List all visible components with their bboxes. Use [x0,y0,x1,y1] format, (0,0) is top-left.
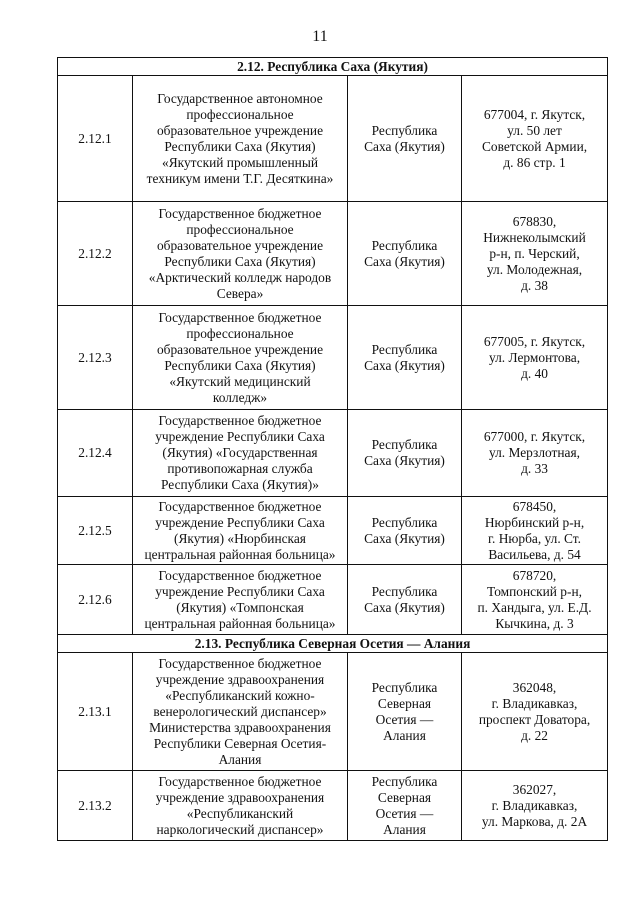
institution-address-line: 677004, г. Якутск, [483,106,586,122]
row-number: 2.13.1 [58,653,133,771]
region-name-line: Республика [371,122,438,138]
region-name-line: Саха (Якутия) [364,530,445,546]
region-name [348,565,462,635]
row-number: 2.12.1 [58,76,133,202]
institution-name-line: Алания [218,751,262,767]
institution-address-line: 678830, [512,213,557,229]
institution-address-line: 362027, [512,781,557,797]
institution-name-line: «Арктический колледж народов [148,269,332,285]
institution-name-line: профессиональное [186,106,294,122]
institution-name-line: колледж» [212,389,268,405]
institution-name-line: Государственное бюджетное [158,205,322,221]
table-row [58,497,608,565]
row-number: 2.13.2 [58,771,133,841]
region-name-line: Республика [371,237,438,253]
institution-address-line: д. 86 стр. 1 [503,154,566,170]
region-name-line: Саха (Якутия) [364,138,445,154]
institution-name-line: «Якутский промышленный [162,154,318,170]
region-name-line: Северная [377,789,432,805]
row-number: 2.12.6 [58,565,133,635]
institution-name-line: профессиональное [186,221,294,237]
region-name-line: Осетия — [375,711,434,727]
institutions-table [57,57,608,841]
row-number: 2.12.5 [58,497,133,565]
institution-name [133,202,348,306]
region-name [348,410,462,497]
institution-name-line: техникум имени Т.Г. Десяткина» [146,170,334,186]
region-name-line: Республика [371,679,438,695]
region-name-line: Республика [371,341,438,357]
table-row [58,202,608,306]
region-name-line: Алания [383,821,426,837]
institution-address [462,410,608,497]
institution-address-line: Советской Армии, [481,138,588,154]
institution-name [133,410,348,497]
institution-address-line: г. Владикавказ, [491,695,578,711]
institution-address-line: р-н, п. Черский, [489,245,580,261]
institution-name-line: Республики Северная Осетия- [153,735,327,751]
institution-address-line: д. 22 [521,727,548,743]
row-number: 2.12.4 [58,410,133,497]
table-row [58,653,608,771]
institution-name-line: Государственное бюджетное [158,655,322,671]
institution-name-line: Государственное бюджетное [158,773,322,789]
institution-address-line: д. 33 [521,461,548,476]
institution-name-line: Государственное бюджетное [158,413,322,428]
institution-address-line: Нюрбинский р-н, [484,514,585,530]
page-number: 11 [312,28,328,45]
institution-name-line: Государственное бюджетное [158,309,322,325]
institution-address [462,653,608,771]
institution-name-line: образовательное учреждение [156,122,324,138]
institution-address [462,771,608,841]
institution-address-line: г. Владикавказ, [491,797,578,813]
region-name-line: Республика [371,514,438,530]
institution-address-line: Кычкина, д. 3 [495,615,574,631]
institution-name-line: Министерства здравоохранения [149,719,331,735]
institution-name-line: Государственное автономное [157,90,323,106]
institution-name [133,76,348,202]
institution-name-line: «Республиканский кожно- [165,687,315,703]
institution-name-line: Республики Саха (Якутия) [164,357,316,373]
institution-name-line: учреждение здравоохранения [155,671,325,687]
region-name-line: Алания [383,727,426,743]
institution-name [133,565,348,635]
region-name-line: Саха (Якутия) [364,599,445,615]
institution-address-line: 677000, г. Якутск, [483,429,586,444]
region-name-line: Северная [377,695,432,711]
institution-name-line: профессиональное [186,325,294,341]
institution-address [462,565,608,635]
institution-address [462,497,608,565]
table-row [58,410,608,497]
institution-name [133,497,348,565]
region-name-line: Саха (Якутия) [364,357,445,373]
institution-address-line: д. 40 [521,365,548,381]
institution-name-line: Республики Саха (Якутия) [164,253,316,269]
institution-name-line: центральная районная больница» [144,546,336,562]
institution-address-line: Нижнеколымский [483,229,586,245]
institution-address-line: 678720, [512,567,557,583]
institution-address-line: Васильева, д. 54 [488,546,581,562]
region-name-line: Саха (Якутия) [364,453,445,468]
section-title: 2.13. Республика Северная Осетия — Алания [58,635,608,653]
section-header-row [58,635,608,653]
section-header-row [58,58,608,76]
region-name [348,771,462,841]
institution-address-line: 362048, [512,679,557,695]
table-row [58,771,608,841]
region-name [348,76,462,202]
institution-name-line: противопожарная служба [167,461,313,476]
institution-name-line: Республики Саха (Якутия) [164,138,316,154]
institution-name-line: Государственное бюджетное [158,498,322,514]
institution-name-line: образовательное учреждение [156,237,324,253]
institution-address-line: ул. Молодежная, [486,261,583,277]
institution-name-line: (Якутия) «Нюрбинская [174,530,306,546]
institution-name-line: Республики Саха (Якутия)» [161,477,319,492]
institution-address [462,306,608,410]
institution-address-line: ул. Лермонтова, [488,349,581,365]
institution-name-line: венерологический диспансер» [153,703,327,719]
institution-address-line: ул. Маркова, д. 2А [481,813,588,829]
institution-name [133,306,348,410]
institution-address [462,76,608,202]
institution-name-line: учреждение здравоохранения [155,789,325,805]
section-title: 2.12. Республика Саха (Якутия) [58,58,608,76]
institution-address-line: проспект Доватора, [478,711,591,727]
institution-address-line: г. Нюрба, ул. Ст. [488,530,581,546]
institution-name-line: (Якутия) «Государственная [162,445,318,460]
institution-name-line: «Республиканский [186,805,294,821]
institution-address-line: д. 38 [521,277,548,293]
table-row [58,76,608,202]
row-number: 2.12.2 [58,202,133,306]
institution-name-line: учреждение Республики Саха [155,429,325,444]
region-name [348,653,462,771]
institution-address-line: 677005, г. Якутск, [483,333,586,349]
institution-name-line: «Якутский медицинский [169,373,311,389]
institution-name-line: учреждение Республики Саха [155,514,325,530]
region-name-line: Саха (Якутия) [364,253,445,269]
institution-name-line: Севера» [216,285,264,301]
institution-name-line: наркологический диспансер» [156,821,324,837]
institution-address-line: 678450, [512,498,557,514]
institution-name-line: образовательное учреждение [156,341,324,357]
institution-name-line: учреждение Республики Саха [155,583,325,599]
institution-address-line: п. Хандыга, ул. Е.Д. [477,599,592,615]
institution-name-line: центральная районная больница» [144,615,336,631]
table-row [58,565,608,635]
institution-address-line: ул. Мерзлотная, [489,445,580,460]
row-number: 2.12.3 [58,306,133,410]
region-name [348,497,462,565]
institution-address-line: ул. 50 лет [507,122,562,138]
institution-address [462,202,608,306]
region-name-line: Республика [371,773,438,789]
table-row [58,306,608,410]
region-name-line: Осетия — [375,805,434,821]
region-name-line: Республика [371,437,438,452]
region-name [348,306,462,410]
region-name [348,202,462,306]
institution-name-line: (Якутия) «Томпонская [176,599,304,615]
institution-address-line: Томпонский р-н, [487,583,582,599]
institution-name [133,771,348,841]
region-name-line: Республика [371,583,438,599]
institution-name-line: Государственное бюджетное [158,567,322,583]
institution-name [133,653,348,771]
